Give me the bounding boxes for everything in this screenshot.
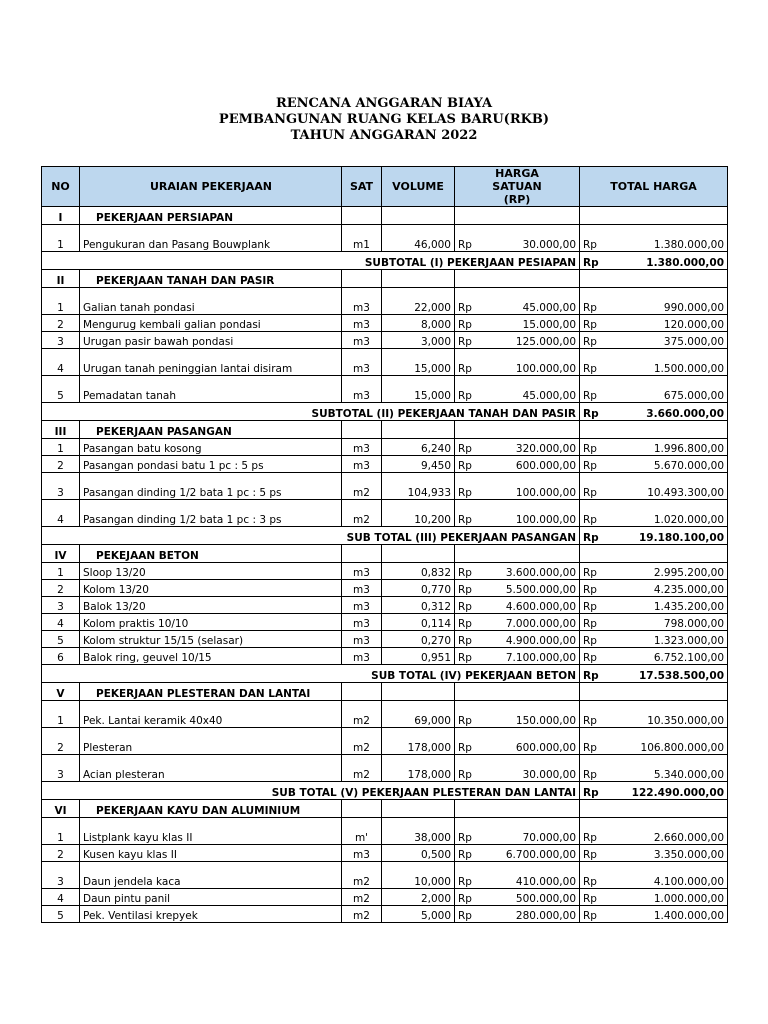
item-number: 3 [42, 755, 80, 782]
currency-label: Rp [580, 845, 610, 862]
item-unit: m3 [342, 288, 382, 315]
empty-cell [580, 800, 728, 818]
currency-label: Rp [455, 701, 490, 728]
currency-label: Rp [455, 889, 490, 906]
item-volume: 22,000 [382, 288, 455, 315]
currency-label: Rp [580, 332, 610, 349]
item-total-price: 990.000,00 [610, 288, 728, 315]
item-unit-price: 100.000,00 [490, 500, 580, 527]
section-header-row [42, 421, 728, 439]
item-description: Daun pintu panil [80, 889, 342, 906]
currency-label: Rp [455, 818, 490, 845]
document-year: TAHUN ANGGARAN 2022 [290, 128, 478, 143]
item-unit-price: 600.000,00 [490, 456, 580, 473]
subtotal-amount: 17.538.500,00 [610, 665, 728, 683]
item-total-price: 1.400.000,00 [610, 906, 728, 923]
item-unit-price: 280.000,00 [490, 906, 580, 923]
currency-label: Rp [580, 665, 610, 683]
subtotal-label: SUB TOTAL (V) PEKERJAAN PLESTERAN DAN LANTAI [42, 782, 580, 800]
item-number: 1 [42, 439, 80, 456]
item-volume: 3,000 [382, 332, 455, 349]
item-unit: m3 [342, 563, 382, 580]
item-total-price: 10.493.300,00 [610, 473, 728, 500]
currency-label: Rp [580, 597, 610, 614]
currency-label: Rp [580, 288, 610, 315]
item-volume: 15,000 [382, 349, 455, 376]
document-title: RENCANA ANGGARAN BIAYA [275, 96, 493, 111]
item-number: 3 [42, 862, 80, 889]
item-unit: m2 [342, 701, 382, 728]
section-header-row [42, 207, 728, 225]
item-unit-price: 7.000.000,00 [490, 614, 580, 631]
table-row [42, 315, 728, 332]
empty-cell [382, 683, 455, 701]
table-row [42, 580, 728, 597]
document-subtitle: PEMBANGUNAN RUANG KELAS BARU(RKB) [218, 112, 550, 127]
empty-cell [382, 270, 455, 288]
item-unit-price: 320.000,00 [490, 439, 580, 456]
section-number: VI [42, 800, 80, 818]
item-volume: 104,933 [382, 473, 455, 500]
subtotal-label: SUBTOTAL (II) PEKERJAAN TANAH DAN PASIR [42, 403, 580, 421]
item-number: 1 [42, 818, 80, 845]
table-body [42, 207, 728, 923]
item-unit: m2 [342, 889, 382, 906]
item-unit-price: 4.600.000,00 [490, 597, 580, 614]
currency-label: Rp [580, 782, 610, 800]
currency-label: Rp [580, 376, 610, 403]
currency-label: Rp [455, 728, 490, 755]
subtotal-label: SUB TOTAL (III) PEKERJAAN PASANGAN [42, 527, 580, 545]
item-volume: 0,270 [382, 631, 455, 648]
table-row [42, 473, 728, 500]
currency-label: Rp [455, 755, 490, 782]
table-row [42, 439, 728, 456]
header-uraian: URAIAN PEKERJAAN [80, 167, 342, 207]
item-description: Galian tanah pondasi [80, 288, 342, 315]
currency-label: Rp [580, 755, 610, 782]
currency-label: Rp [580, 527, 610, 545]
item-unit: m3 [342, 597, 382, 614]
currency-label: Rp [580, 648, 610, 665]
section-number: IV [42, 545, 80, 563]
item-description: Balok 13/20 [80, 597, 342, 614]
item-total-price: 2.660.000,00 [610, 818, 728, 845]
item-number: 4 [42, 349, 80, 376]
item-total-price: 5.670.000,00 [610, 456, 728, 473]
item-number: 4 [42, 500, 80, 527]
table-row [42, 845, 728, 862]
currency-label: Rp [580, 403, 610, 421]
currency-label: Rp [455, 580, 490, 597]
item-volume: 38,000 [382, 818, 455, 845]
item-unit: m1 [342, 225, 382, 252]
item-volume: 178,000 [382, 728, 455, 755]
subtotal-row [42, 403, 728, 421]
currency-label: Rp [580, 349, 610, 376]
item-unit-price: 70.000,00 [490, 818, 580, 845]
currency-label: Rp [455, 315, 490, 332]
item-description: Sloop 13/20 [80, 563, 342, 580]
item-description: Kolom struktur 15/15 (selasar) [80, 631, 342, 648]
currency-label: Rp [455, 906, 490, 923]
item-unit-price: 410.000,00 [490, 862, 580, 889]
currency-label: Rp [580, 728, 610, 755]
item-volume: 0,832 [382, 563, 455, 580]
empty-cell [382, 800, 455, 818]
item-volume: 178,000 [382, 755, 455, 782]
item-total-price: 2.995.200,00 [610, 563, 728, 580]
currency-label: Rp [455, 456, 490, 473]
item-unit-price: 6.700.000,00 [490, 845, 580, 862]
item-description: Daun jendela kaca [80, 862, 342, 889]
item-volume: 46,000 [382, 225, 455, 252]
item-number: 1 [42, 288, 80, 315]
item-total-price: 120.000,00 [610, 315, 728, 332]
table-row [42, 500, 728, 527]
item-total-price: 375.000,00 [610, 332, 728, 349]
item-unit: m3 [342, 456, 382, 473]
item-unit-price: 125.000,00 [490, 332, 580, 349]
item-unit: m3 [342, 580, 382, 597]
currency-label: Rp [580, 500, 610, 527]
currency-label: Rp [455, 473, 490, 500]
item-unit: m3 [342, 349, 382, 376]
subtotal-row [42, 252, 728, 270]
currency-label: Rp [455, 862, 490, 889]
item-description: Mengurug kembali galian pondasi [80, 315, 342, 332]
item-description: Kolom 13/20 [80, 580, 342, 597]
item-unit-price: 5.500.000,00 [490, 580, 580, 597]
item-volume: 5,000 [382, 906, 455, 923]
empty-cell [342, 545, 382, 563]
item-unit: m3 [342, 614, 382, 631]
item-total-price: 1.020.000,00 [610, 500, 728, 527]
item-volume: 69,000 [382, 701, 455, 728]
item-description: Kolom praktis 10/10 [80, 614, 342, 631]
empty-cell [382, 421, 455, 439]
item-unit-price: 500.000,00 [490, 889, 580, 906]
item-total-price: 10.350.000,00 [610, 701, 728, 728]
item-number: 1 [42, 225, 80, 252]
item-number: 4 [42, 614, 80, 631]
item-number: 5 [42, 376, 80, 403]
item-number: 2 [42, 845, 80, 862]
item-unit: m2 [342, 862, 382, 889]
item-description: Pasangan dinding 1/2 bata 1 pc : 5 ps [80, 473, 342, 500]
item-description: Urugan pasir bawah pondasi [80, 332, 342, 349]
currency-label: Rp [455, 332, 490, 349]
item-unit: m2 [342, 473, 382, 500]
currency-label: Rp [455, 631, 490, 648]
item-volume: 8,000 [382, 315, 455, 332]
currency-label: Rp [455, 376, 490, 403]
item-description: Kusen kayu klas II [80, 845, 342, 862]
item-number: 3 [42, 473, 80, 500]
currency-label: Rp [455, 439, 490, 456]
empty-cell [342, 421, 382, 439]
table-row [42, 862, 728, 889]
empty-cell [342, 207, 382, 225]
item-volume: 10,200 [382, 500, 455, 527]
empty-cell [342, 683, 382, 701]
item-volume: 0,114 [382, 614, 455, 631]
section-header-row [42, 800, 728, 818]
table-row [42, 631, 728, 648]
subtotal-row [42, 527, 728, 545]
empty-cell [455, 800, 580, 818]
item-unit: m2 [342, 500, 382, 527]
table-row [42, 225, 728, 252]
table-row [42, 614, 728, 631]
item-volume: 10,000 [382, 862, 455, 889]
item-unit: m3 [342, 332, 382, 349]
section-title: PEKERJAAN PASANGAN [80, 421, 342, 439]
table-row [42, 456, 728, 473]
table-row [42, 648, 728, 665]
section-number: III [42, 421, 80, 439]
currency-label: Rp [580, 252, 610, 270]
currency-label: Rp [580, 906, 610, 923]
subtotal-amount: 19.180.100,00 [610, 527, 728, 545]
table-row [42, 288, 728, 315]
item-description: Urugan tanah peninggian lantai disiram [80, 349, 342, 376]
item-volume: 0,500 [382, 845, 455, 862]
item-unit: m3 [342, 376, 382, 403]
table-row [42, 728, 728, 755]
currency-label: Rp [455, 597, 490, 614]
section-header-row [42, 270, 728, 288]
subtotal-label: SUBTOTAL (I) PEKERJAAN PESIAPAN [42, 252, 580, 270]
subtotal-label: SUB TOTAL (IV) PEKERJAAN BETON [42, 665, 580, 683]
currency-label: Rp [580, 889, 610, 906]
header-harga-satuan: HARGA SATUAN (RP) [455, 167, 580, 207]
item-number: 4 [42, 889, 80, 906]
currency-label: Rp [580, 456, 610, 473]
item-unit: m2 [342, 755, 382, 782]
item-number: 2 [42, 315, 80, 332]
header-sat: SAT [342, 167, 382, 207]
item-unit: m3 [342, 439, 382, 456]
subtotal-row [42, 782, 728, 800]
item-unit-price: 4.900.000,00 [490, 631, 580, 648]
item-volume: 15,000 [382, 376, 455, 403]
currency-label: Rp [455, 845, 490, 862]
table-header-row [42, 167, 728, 207]
empty-cell [342, 270, 382, 288]
section-number: II [42, 270, 80, 288]
empty-cell [455, 683, 580, 701]
subtotal-row [42, 665, 728, 683]
table-row [42, 889, 728, 906]
item-volume: 0,951 [382, 648, 455, 665]
item-number: 6 [42, 648, 80, 665]
currency-label: Rp [580, 225, 610, 252]
item-number: 5 [42, 631, 80, 648]
currency-label: Rp [455, 225, 490, 252]
empty-cell [580, 421, 728, 439]
item-unit-price: 100.000,00 [490, 473, 580, 500]
empty-cell [455, 421, 580, 439]
currency-label: Rp [455, 288, 490, 315]
empty-cell [580, 683, 728, 701]
document-title-block [0, 96, 768, 144]
empty-cell [455, 207, 580, 225]
budget-table [41, 166, 728, 923]
item-total-price: 798.000,00 [610, 614, 728, 631]
item-total-price: 4.100.000,00 [610, 862, 728, 889]
item-number: 1 [42, 563, 80, 580]
currency-label: Rp [455, 563, 490, 580]
item-unit-price: 30.000,00 [490, 225, 580, 252]
subtotal-amount: 122.490.000,00 [610, 782, 728, 800]
item-number: 5 [42, 906, 80, 923]
item-unit-price: 30.000,00 [490, 755, 580, 782]
empty-cell [580, 545, 728, 563]
currency-label: Rp [580, 614, 610, 631]
currency-label: Rp [455, 500, 490, 527]
item-total-price: 6.752.100,00 [610, 648, 728, 665]
item-unit: m' [342, 818, 382, 845]
currency-label: Rp [580, 563, 610, 580]
table-row [42, 376, 728, 403]
currency-label: Rp [580, 315, 610, 332]
header-no: NO [42, 167, 80, 207]
item-total-price: 1.380.000,00 [610, 225, 728, 252]
item-number: 1 [42, 701, 80, 728]
currency-label: Rp [580, 701, 610, 728]
item-number: 2 [42, 580, 80, 597]
item-number: 3 [42, 332, 80, 349]
item-unit: m2 [342, 728, 382, 755]
currency-label: Rp [580, 439, 610, 456]
item-total-price: 4.235.000,00 [610, 580, 728, 597]
subtotal-amount: 3.660.000,00 [610, 403, 728, 421]
item-number: 2 [42, 728, 80, 755]
currency-label: Rp [455, 614, 490, 631]
currency-label: Rp [580, 631, 610, 648]
item-description: Pasangan pondasi batu 1 pc : 5 ps [80, 456, 342, 473]
item-volume: 0,312 [382, 597, 455, 614]
header-volume: VOLUME [382, 167, 455, 207]
item-total-price: 675.000,00 [610, 376, 728, 403]
item-volume: 6,240 [382, 439, 455, 456]
item-total-price: 5.340.000,00 [610, 755, 728, 782]
currency-label: Rp [580, 580, 610, 597]
currency-label: Rp [455, 349, 490, 376]
item-unit-price: 45.000,00 [490, 288, 580, 315]
empty-cell [580, 270, 728, 288]
section-number: I [42, 207, 80, 225]
item-description: Pengukuran dan Pasang Bouwplank [80, 225, 342, 252]
item-unit-price: 7.100.000,00 [490, 648, 580, 665]
item-description: Plesteran [80, 728, 342, 755]
section-number: V [42, 683, 80, 701]
table-row [42, 701, 728, 728]
item-unit: m3 [342, 648, 382, 665]
empty-cell [342, 800, 382, 818]
section-title: PEKERJAAN TANAH DAN PASIR [80, 270, 342, 288]
item-volume: 0,770 [382, 580, 455, 597]
table-row [42, 906, 728, 923]
item-number: 3 [42, 597, 80, 614]
item-total-price: 1.323.000,00 [610, 631, 728, 648]
item-total-price: 1.996.800,00 [610, 439, 728, 456]
item-total-price: 106.800.000,00 [610, 728, 728, 755]
empty-cell [455, 545, 580, 563]
empty-cell [580, 207, 728, 225]
item-unit-price: 15.000,00 [490, 315, 580, 332]
header-total-harga: TOTAL HARGA [580, 167, 728, 207]
item-description: Pemadatan tanah [80, 376, 342, 403]
section-title: PEKERJAAN PERSIAPAN [80, 207, 342, 225]
table-row [42, 755, 728, 782]
section-title: PEKERJAAN PLESTERAN DAN LANTAI [80, 683, 342, 701]
currency-label: Rp [580, 862, 610, 889]
item-description: Acian plesteran [80, 755, 342, 782]
empty-cell [382, 545, 455, 563]
table-row [42, 332, 728, 349]
item-volume: 2,000 [382, 889, 455, 906]
item-unit-price: 45.000,00 [490, 376, 580, 403]
item-description: Pasangan dinding 1/2 bata 1 pc : 3 ps [80, 500, 342, 527]
empty-cell [455, 270, 580, 288]
table-row [42, 563, 728, 580]
item-volume: 9,450 [382, 456, 455, 473]
item-unit-price: 600.000,00 [490, 728, 580, 755]
currency-label: Rp [580, 818, 610, 845]
currency-label: Rp [580, 473, 610, 500]
item-unit: m2 [342, 906, 382, 923]
item-description: Pek. Lantai keramik 40x40 [80, 701, 342, 728]
section-title: PEKERJAAN KAYU DAN ALUMINIUM [80, 800, 342, 818]
item-description: Balok ring, geuvel 10/15 [80, 648, 342, 665]
item-total-price: 1.000.000,00 [610, 889, 728, 906]
item-unit: m3 [342, 845, 382, 862]
item-total-price: 1.435.200,00 [610, 597, 728, 614]
item-total-price: 3.350.000,00 [610, 845, 728, 862]
item-unit-price: 3.600.000,00 [490, 563, 580, 580]
section-header-row [42, 683, 728, 701]
item-description: Pasangan batu kosong [80, 439, 342, 456]
item-description: Pek. Ventilasi krepyek [80, 906, 342, 923]
item-number: 2 [42, 456, 80, 473]
section-header-row [42, 545, 728, 563]
item-unit-price: 100.000,00 [490, 349, 580, 376]
subtotal-amount: 1.380.000,00 [610, 252, 728, 270]
section-title: PEKEJAAN BETON [80, 545, 342, 563]
item-description: Listplank kayu klas II [80, 818, 342, 845]
table-row [42, 349, 728, 376]
table-row [42, 818, 728, 845]
currency-label: Rp [455, 648, 490, 665]
item-unit: m3 [342, 631, 382, 648]
item-total-price: 1.500.000,00 [610, 349, 728, 376]
table-row [42, 597, 728, 614]
empty-cell [382, 207, 455, 225]
item-unit: m3 [342, 315, 382, 332]
item-unit-price: 150.000,00 [490, 701, 580, 728]
